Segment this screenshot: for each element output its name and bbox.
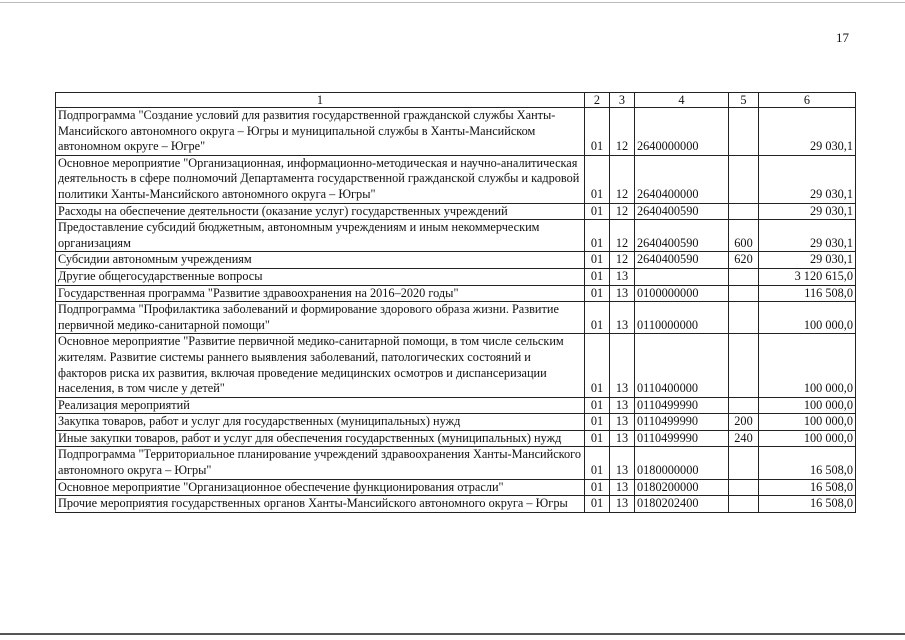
cell-subsection: 12 bbox=[610, 220, 635, 252]
cell-target-code: 0180200000 bbox=[635, 479, 729, 496]
cell-subsection: 12 bbox=[610, 252, 635, 269]
cell-expense-type bbox=[729, 496, 759, 513]
cell-name: Реализация мероприятий bbox=[56, 397, 585, 414]
cell-amount: 100 000,0 bbox=[759, 430, 856, 447]
cell-subsection: 13 bbox=[610, 397, 635, 414]
cell-subsection: 13 bbox=[610, 334, 635, 397]
table-row bbox=[56, 414, 856, 431]
budget-table-body bbox=[56, 93, 856, 513]
cell-section: 01 bbox=[585, 203, 610, 220]
cell-subsection: 13 bbox=[610, 479, 635, 496]
cell-name: Основное мероприятие "Организационная, информационно-методическая и научно-аналитическая деятельность в сфере полномочий Департамента государственной гражданской службы и кадровой политики Ханты-Мансийского автономного округа – Югры" bbox=[56, 155, 585, 203]
cell-name: Основное мероприятие "Организационное обеспечение функционирования отрасли" bbox=[56, 479, 585, 496]
cell-section: 01 bbox=[585, 268, 610, 285]
cell-expense-type bbox=[729, 397, 759, 414]
table-row bbox=[56, 496, 856, 513]
cell-amount: 116 508,0 bbox=[759, 285, 856, 302]
cell-name: Иные закупки товаров, работ и услуг для обеспечения государственных (муниципальных) нужд bbox=[56, 430, 585, 447]
cell-subsection: 13 bbox=[610, 285, 635, 302]
cell-expense-type bbox=[729, 302, 759, 334]
cell-section: 01 bbox=[585, 302, 610, 334]
table-row bbox=[56, 203, 856, 220]
cell-name: Подпрограмма "Создание условий для развития государственной гражданской службы Ханты-Мансийского автономного округа – Югры и муниципальной службы в Ханты-Мансийском автономном округе – Югре" bbox=[56, 108, 585, 156]
cell-subsection: 13 bbox=[610, 268, 635, 285]
cell-name: Подпрограмма "Профилактика заболеваний и формирование здорового образа жизни. Развитие первичной медико-санитарной помощи" bbox=[56, 302, 585, 334]
cell-section: 01 bbox=[585, 252, 610, 269]
table-row bbox=[56, 252, 856, 269]
cell-expense-type bbox=[729, 155, 759, 203]
cell-subsection: 13 bbox=[610, 430, 635, 447]
cell-target-code: 2640400590 bbox=[635, 203, 729, 220]
cell-expense-type bbox=[729, 203, 759, 220]
cell-amount: 100 000,0 bbox=[759, 302, 856, 334]
cell-section: 01 bbox=[585, 430, 610, 447]
cell-amount: 29 030,1 bbox=[759, 252, 856, 269]
cell-target-code: 0110400000 bbox=[635, 334, 729, 397]
header-cell-5: 5 bbox=[729, 93, 759, 108]
bottom-scan-edge bbox=[0, 633, 905, 635]
cell-name: Предоставление субсидий бюджетным, автономным учреждениям и иным некоммерческим организациям bbox=[56, 220, 585, 252]
cell-subsection: 13 bbox=[610, 496, 635, 513]
cell-name: Субсидии автономным учреждениям bbox=[56, 252, 585, 269]
header-cell-2: 2 bbox=[585, 93, 610, 108]
cell-subsection: 12 bbox=[610, 203, 635, 220]
cell-expense-type: 600 bbox=[729, 220, 759, 252]
cell-target-code bbox=[635, 268, 729, 285]
cell-name: Основное мероприятие "Развитие первичной медико-санитарной помощи, в том числе сельским жителям. Развитие системы раннего выявления заболеваний, патологических состояний и факторов риска их развития, включая проведение медицинских осмотров и диспансеризации населения, в том числе у детей" bbox=[56, 334, 585, 397]
cell-amount: 16 508,0 bbox=[759, 496, 856, 513]
cell-target-code: 2640400590 bbox=[635, 220, 729, 252]
cell-expense-type: 200 bbox=[729, 414, 759, 431]
table-row bbox=[56, 285, 856, 302]
cell-subsection: 13 bbox=[610, 302, 635, 334]
cell-expense-type bbox=[729, 268, 759, 285]
cell-section: 01 bbox=[585, 220, 610, 252]
table-row bbox=[56, 447, 856, 479]
cell-expense-type bbox=[729, 334, 759, 397]
header-cell-1: 1 bbox=[56, 93, 585, 108]
header-cell-6: 6 bbox=[759, 93, 856, 108]
cell-section: 01 bbox=[585, 397, 610, 414]
cell-section: 01 bbox=[585, 496, 610, 513]
table-row bbox=[56, 302, 856, 334]
table-header-row bbox=[56, 93, 856, 108]
page-number: 17 bbox=[836, 30, 849, 45]
header-cell-4: 4 bbox=[635, 93, 729, 108]
cell-section: 01 bbox=[585, 155, 610, 203]
cell-name: Закупка товаров, работ и услуг для государственных (муниципальных) нужд bbox=[56, 414, 585, 431]
cell-amount: 29 030,1 bbox=[759, 108, 856, 156]
cell-expense-type bbox=[729, 108, 759, 156]
cell-expense-type bbox=[729, 285, 759, 302]
top-scan-edge bbox=[0, 2, 905, 3]
cell-target-code: 2640400000 bbox=[635, 155, 729, 203]
table-row bbox=[56, 220, 856, 252]
cell-expense-type: 240 bbox=[729, 430, 759, 447]
cell-amount: 29 030,1 bbox=[759, 220, 856, 252]
cell-section: 01 bbox=[585, 108, 610, 156]
cell-subsection: 12 bbox=[610, 155, 635, 203]
cell-amount: 100 000,0 bbox=[759, 414, 856, 431]
cell-name: Подпрограмма "Территориальное планирование учреждений здравоохранения Ханты-Мансийского автономного округа – Югры" bbox=[56, 447, 585, 479]
table-row bbox=[56, 108, 856, 156]
cell-name: Другие общегосударственные вопросы bbox=[56, 268, 585, 285]
cell-target-code: 0100000000 bbox=[635, 285, 729, 302]
cell-section: 01 bbox=[585, 414, 610, 431]
cell-target-code: 0110000000 bbox=[635, 302, 729, 334]
table-row bbox=[56, 397, 856, 414]
cell-target-code: 2640400590 bbox=[635, 252, 729, 269]
cell-target-code: 0180202400 bbox=[635, 496, 729, 513]
table-row bbox=[56, 155, 856, 203]
cell-target-code: 0110499990 bbox=[635, 414, 729, 431]
cell-amount: 3 120 615,0 bbox=[759, 268, 856, 285]
cell-amount: 100 000,0 bbox=[759, 334, 856, 397]
cell-expense-type bbox=[729, 447, 759, 479]
table-row bbox=[56, 479, 856, 496]
cell-expense-type: 620 bbox=[729, 252, 759, 269]
cell-amount: 100 000,0 bbox=[759, 397, 856, 414]
cell-expense-type bbox=[729, 479, 759, 496]
cell-amount: 16 508,0 bbox=[759, 479, 856, 496]
cell-amount: 16 508,0 bbox=[759, 447, 856, 479]
table-row bbox=[56, 268, 856, 285]
budget-table bbox=[55, 92, 856, 513]
cell-amount: 29 030,1 bbox=[759, 203, 856, 220]
cell-name: Расходы на обеспечение деятельности (оказание услуг) государственных учреждений bbox=[56, 203, 585, 220]
cell-target-code: 0110499990 bbox=[635, 397, 729, 414]
cell-subsection: 12 bbox=[610, 108, 635, 156]
cell-section: 01 bbox=[585, 334, 610, 397]
cell-subsection: 13 bbox=[610, 447, 635, 479]
cell-target-code: 0180000000 bbox=[635, 447, 729, 479]
cell-amount: 29 030,1 bbox=[759, 155, 856, 203]
table-row bbox=[56, 334, 856, 397]
cell-section: 01 bbox=[585, 285, 610, 302]
cell-section: 01 bbox=[585, 479, 610, 496]
cell-name: Государственная программа "Развитие здравоохранения на 2016–2020 годы" bbox=[56, 285, 585, 302]
header-cell-3: 3 bbox=[610, 93, 635, 108]
cell-subsection: 13 bbox=[610, 414, 635, 431]
cell-name: Прочие мероприятия государственных органов Ханты-Мансийского автономного округа – Югры bbox=[56, 496, 585, 513]
cell-section: 01 bbox=[585, 447, 610, 479]
cell-target-code: 0110499990 bbox=[635, 430, 729, 447]
table-row bbox=[56, 430, 856, 447]
cell-target-code: 2640000000 bbox=[635, 108, 729, 156]
